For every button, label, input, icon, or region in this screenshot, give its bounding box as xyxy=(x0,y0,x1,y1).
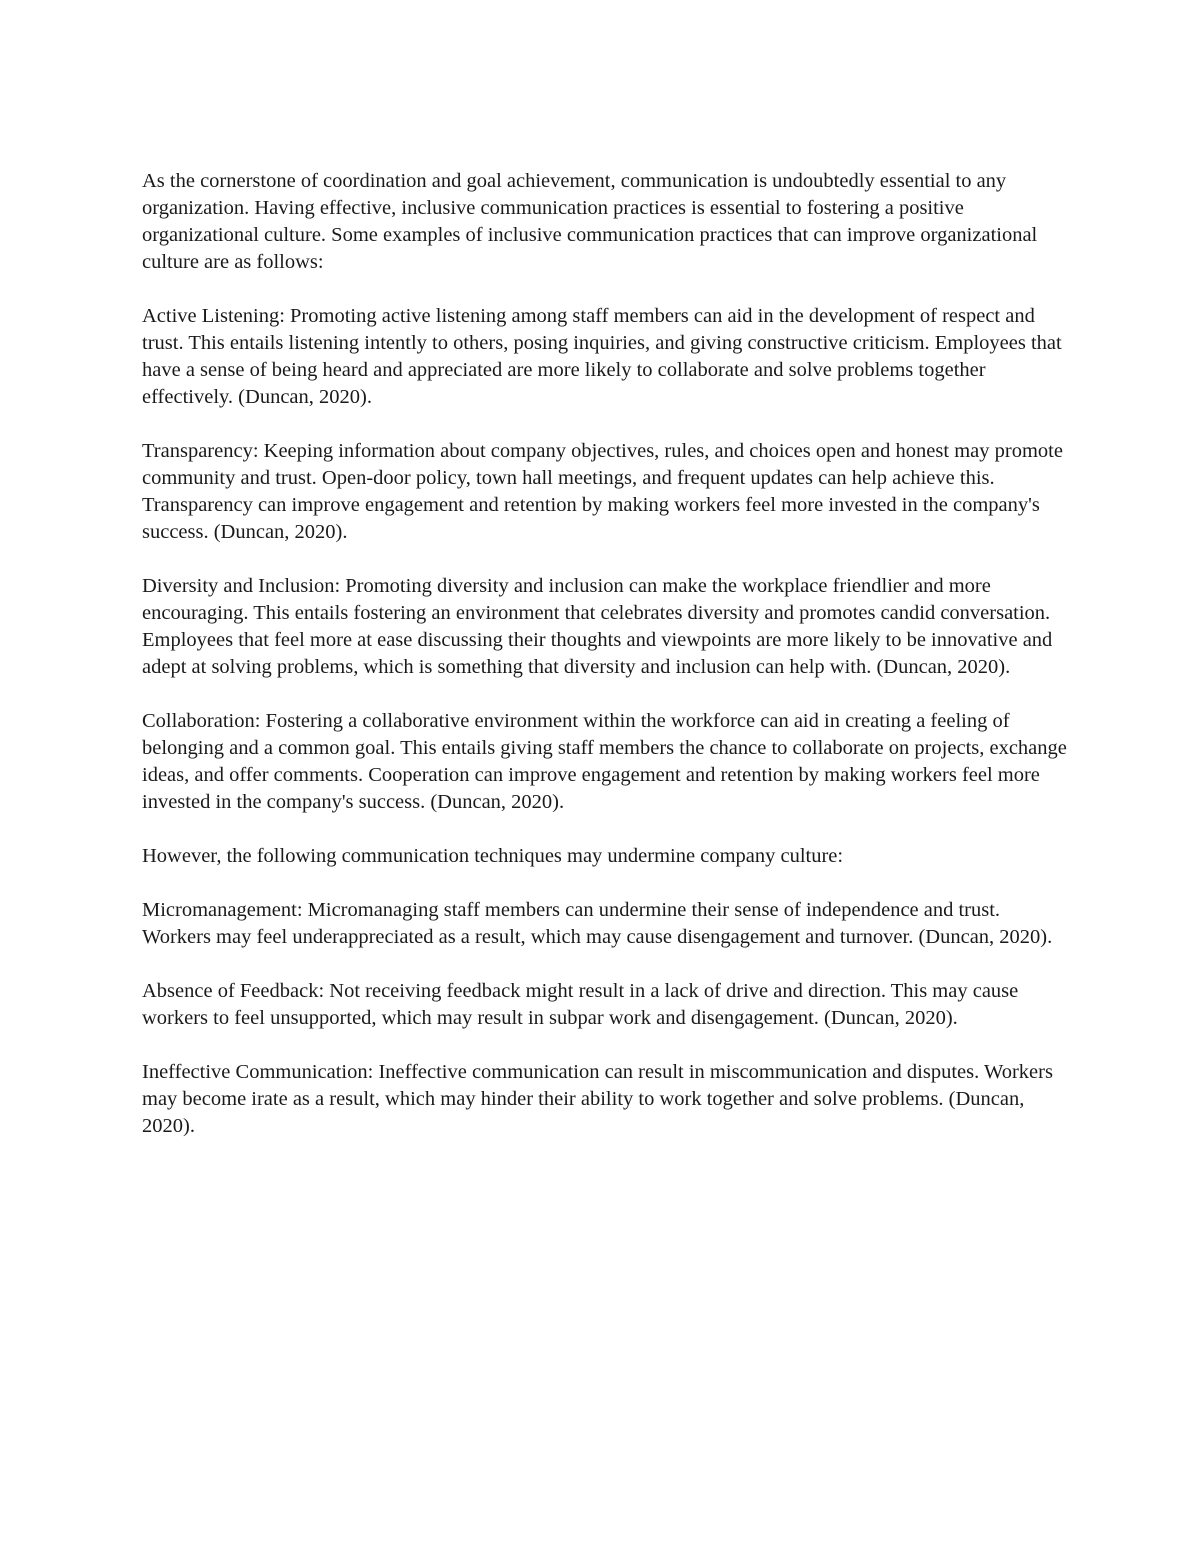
transparency-paragraph: Transparency: Keeping information about company objectives, rules, and choices open and honest may promote community and trust. Open-door policy, town hall meetings, and frequent updates can help achieve this. Transparency can improve engagement and retention by making workers feel more invested in the company's success. (Duncan, 2020). xyxy=(142,440,1063,543)
ineffective-communication-paragraph: Ineffective Communication: Ineffective communication can result in miscommunication and disputes. Workers may become irate as a result, which may hinder their ability to work together and solve problems. (Duncan, 2020). xyxy=(142,1061,1053,1137)
collaboration-paragraph: Collaboration: Fostering a collaborative environment within the workforce can aid in creating a feeling of belonging and a common goal. This entails giving staff members the chance to collaborate on projects, exchange ideas, and offer comments. Cooperation can improve engagement and retention by making workers feel more invested in the company's success. (Duncan, 2020). xyxy=(142,710,1067,813)
micromanagement-paragraph: Micromanagement: Micromanaging staff members can undermine their sense of independence and trust. Workers may feel underappreciated as a result, which may cause disengagement and turnover. (Duncan, 2020). xyxy=(142,899,1053,948)
active-listening-paragraph: Active Listening: Promoting active listening among staff members can aid in the development of respect and trust. This entails listening intently to others, posing inquiries, and giving constructive criticism. Employees that have a sense of being heard and appreciated are more likely to collaborate and solve problems together effectively. (Duncan, 2020). xyxy=(142,305,1062,408)
intro-paragraph: As the cornerstone of coordination and goal achievement, communication is undoubtedly essential to any organization. Having effective, inclusive communication practices is essential to fostering a positive organizational culture. Some examples of inclusive communication practices that can improve organizational culture are as follows: xyxy=(142,170,1038,273)
absence-of-feedback-paragraph: Absence of Feedback: Not receiving feedback might result in a lack of drive and direction. This may cause workers to feel unsupported, which may result in subpar work and disengagement. (Duncan, 2020). xyxy=(142,980,1019,1029)
document-body xyxy=(142,168,1067,1167)
transition-paragraph: However, the following communication techniques may undermine company culture: xyxy=(142,845,844,867)
diversity-inclusion-paragraph: Diversity and Inclusion: Promoting diversity and inclusion can make the workplace friendlier and more encouraging. This entails fostering an environment that celebrates diversity and promotes candid conversation. Employees that feel more at ease discussing their thoughts and viewpoints are more likely to be innovative and adept at solving problems, which is something that diversity and inclusion can help with. (Duncan, 2020). xyxy=(142,575,1053,678)
